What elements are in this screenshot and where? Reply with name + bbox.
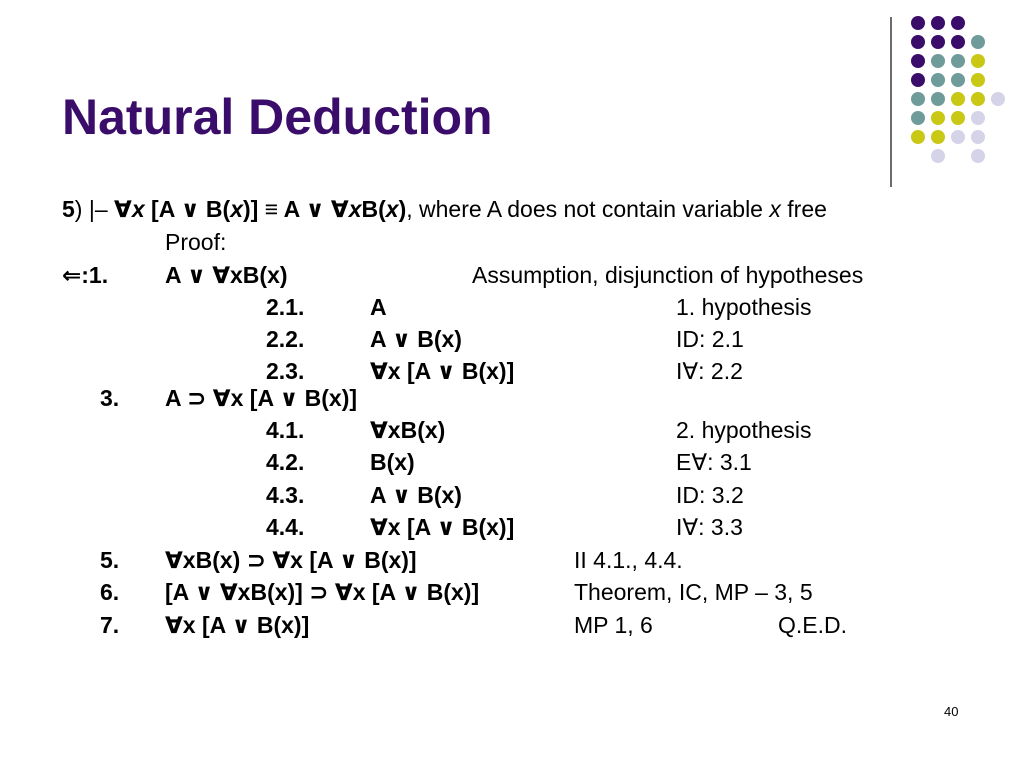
step-number: 2.3. [266,358,305,384]
decorative-dot [931,54,945,68]
decorative-dot [911,35,925,49]
decorative-dot [971,54,985,68]
theorem-formula: ∀x [A ∨ B(x)] ≡ A ∨ ∀xB(x) [114,196,407,222]
step-justification: Theorem, IC, MP – 3, 5 [574,579,813,605]
step-justification: ID: 2.1 [676,326,744,352]
step-number: 4.1. [266,417,305,443]
step-number: 7. [100,612,120,638]
statement-number: 5 [62,196,75,222]
step-justification: MP 1, 6 [574,612,653,638]
step-justification: I∀: 2.2 [676,358,743,384]
step-number: 5. [100,547,120,573]
step-justification: E∀: 3.1 [676,449,752,475]
step-formula: ∀x [A ∨ B(x)] [370,514,515,540]
decorative-dot [951,35,965,49]
statement-paren: ) [74,196,83,222]
turnstile-symbol: |– [88,196,108,222]
decorative-dot [931,149,945,163]
step-formula: ∀xB(x) ⊃ ∀x [A ∨ B(x)] [165,547,417,573]
decorative-dot [911,54,925,68]
decorative-dot [911,92,925,106]
step-number: 4.4. [266,514,305,540]
step-justification: Assumption, disjunction of hypotheses [472,262,864,288]
decorative-dot [911,130,925,144]
step-justification: 2. hypothesis [676,417,812,443]
decorative-dot [931,111,945,125]
decorative-dot [971,35,985,49]
theorem-statement [62,195,827,223]
step-formula: A [370,294,387,320]
decorative-dot [911,111,925,125]
title-divider-line [890,17,892,187]
step-formula: A ⊃ ∀x [A ∨ B(x)] [165,385,358,411]
decorative-dot [971,111,985,125]
decorative-dot [931,92,945,106]
decorative-dot [991,92,1005,106]
step-number: 2.1. [266,294,305,320]
decorative-dot [971,149,985,163]
step-justification: II 4.1., 4.4. [574,547,683,573]
step-formula: ∀x [A ∨ B(x)] [165,612,310,638]
step-number: 4.2. [266,449,305,475]
step-number: 3. [100,385,120,411]
proof-label: Proof: [165,229,227,255]
decorative-dot [951,54,965,68]
decorative-dot [931,73,945,87]
qed-label: Q.E.D. [778,612,848,638]
step-justification: ID: 3.2 [676,482,744,508]
step-formula: B(x) [370,449,415,475]
decorative-dot [951,92,965,106]
step-number: 4.3. [266,482,305,508]
step-number: 6. [100,579,120,605]
decorative-dot [971,73,985,87]
step-number: 2.2. [266,326,305,352]
page-number: 40 [944,704,959,719]
decorative-dot [931,16,945,30]
slide-title: Natural Deduction [62,89,493,145]
step-formula: A ∨ B(x) [370,326,462,352]
decorative-dot [951,130,965,144]
decorative-dot [951,111,965,125]
decorative-dot [971,130,985,144]
step-justification: 1. hypothesis [676,294,812,320]
decorative-dot [951,73,965,87]
decorative-dot [971,92,985,106]
step-formula: A ∨ ∀xB(x) [165,262,288,288]
step-formula: [A ∨ ∀xB(x)] ⊃ ∀x [A ∨ B(x)] [165,579,480,605]
decorative-dot [911,16,925,30]
decorative-dot [931,35,945,49]
step-formula: A ∨ B(x) [370,482,462,508]
step-number: ⇐:1. [62,262,109,288]
step-formula: ∀xB(x) [370,417,446,443]
decorative-dot [911,73,925,87]
step-formula: ∀x [A ∨ B(x)] [370,358,515,384]
decorative-dot [951,16,965,30]
step-justification: I∀: 3.3 [676,514,743,540]
decorative-dot [931,130,945,144]
theorem-condition: , where A does not contain variable x free [406,196,827,222]
